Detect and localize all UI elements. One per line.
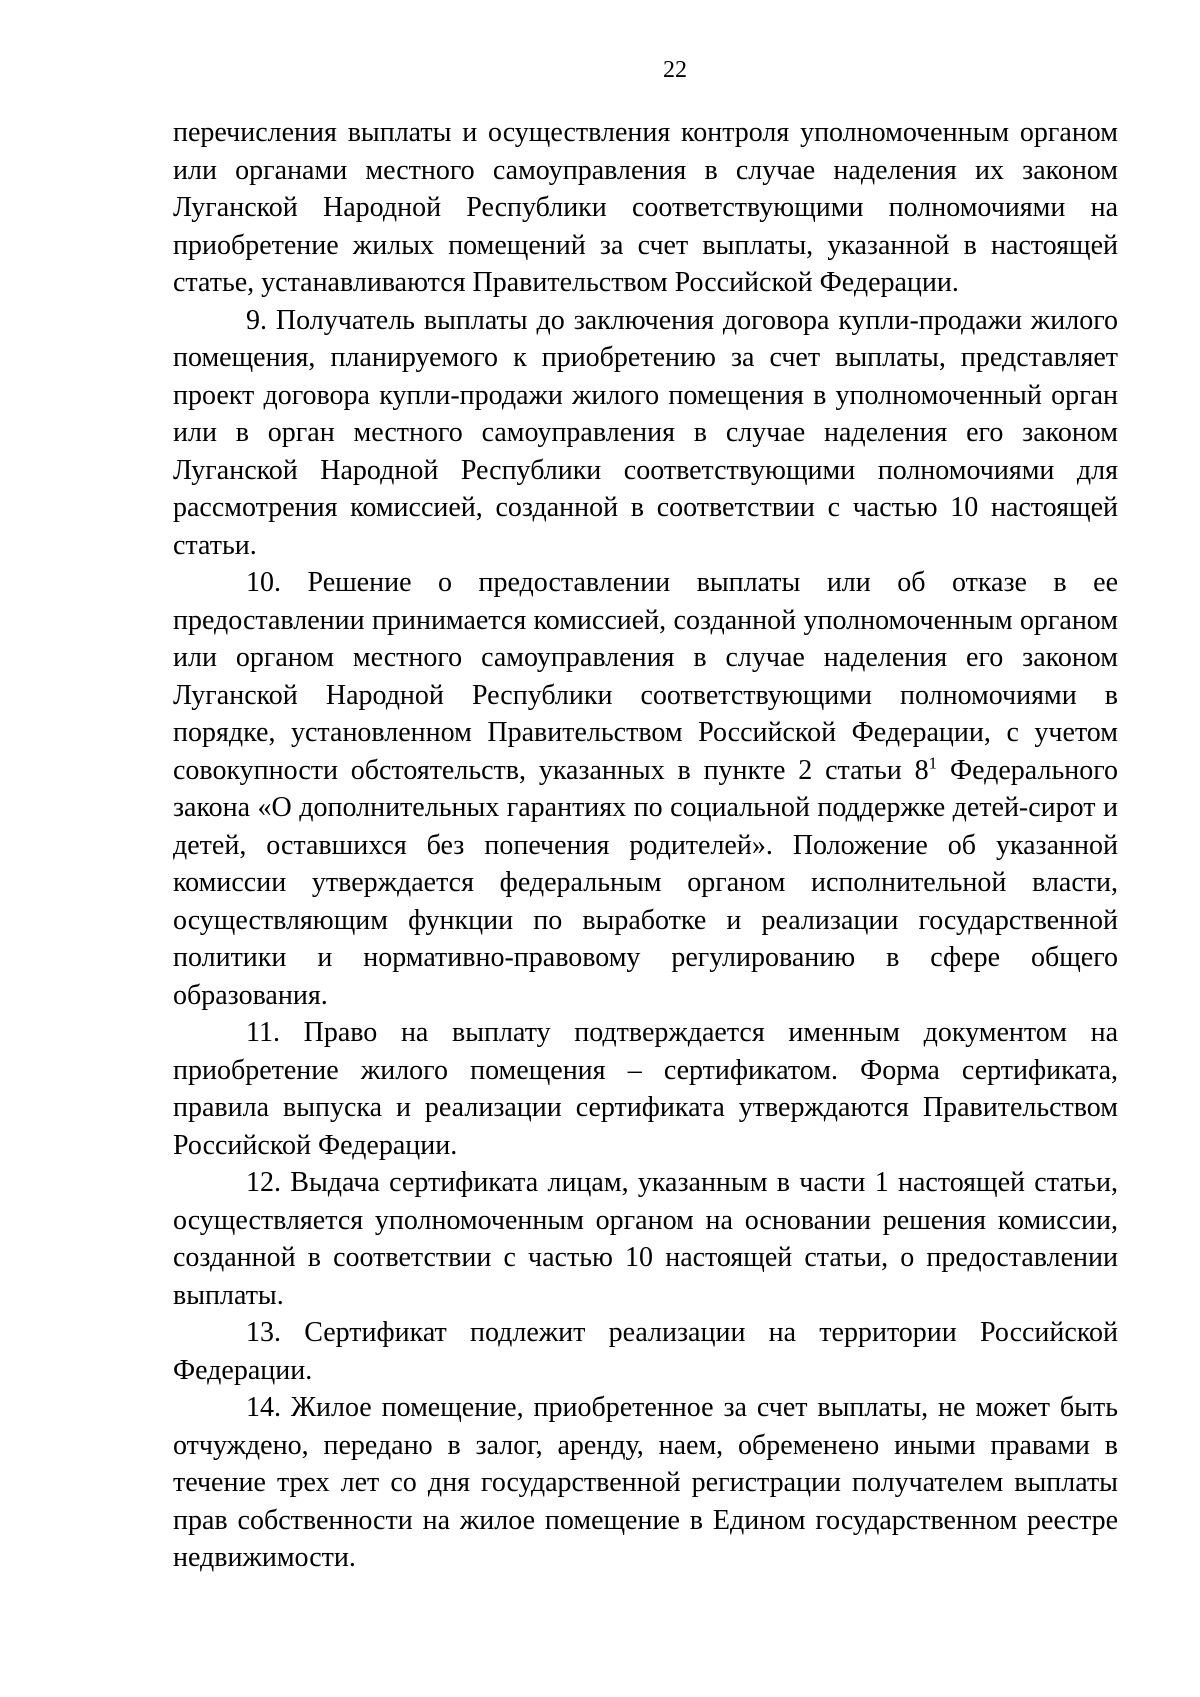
page-number: 22 <box>663 57 687 83</box>
paragraph-14: 14. Жилое помещение, приобретенное за счет выплаты, не может быть отчуждено, передано в залог, аренду, наем, обременено иными правами в течение трех лет со дня государственной регистрации получателем выплаты прав собственности на жилое помещение в Едином государственном реестре недвижимости. <box>173 1392 1118 1573</box>
paragraph-10-text-end: Федерального закона «О дополнительных гарантиях по социальной поддержке детей-сирот и детей, оставшихся без попечения родителей». Положение об указанной комиссии утверждается федеральным органом исполнительной власти, осуществляющим функции по выработке и реализации государственной политики и нормативно-правовому регулированию в сфере общего образования. <box>173 754 1118 1011</box>
paragraph-12: 12. Выдача сертификата лицам, указанным в части 1 настоящей статьи, осуществляется уполномоченным органом на основании решения комиссии, созданной в соответствии с частью 10 настоящей статьи, о предоставлении выплаты. <box>173 1167 1118 1311</box>
paragraph-continuation: перечисления выплаты и осуществления контроля уполномоченным органом или органами местного самоуправления в случае наделения их законом Луганской Народной Республики соответствующими полномочиями на приобретение жилых помещений за счет выплаты, указанной в настоящей статье, устанавливаются Правительством Российской Федерации. <box>173 117 1118 298</box>
paragraph-11: 11. Право на выплату подтверждается именным документом на приобретение жилого помещения – сертификатом. Форма сертификата, правила выпуска и реализации сертификата утверждаются Правительством Российской Федерации. <box>173 1017 1118 1161</box>
paragraph-10-text-start: 10. Решение о предоставлении выплаты или об отказе в ее предоставлении принимается комиссией, созданной уполномоченным органом или органом местного самоуправления в случае наделения его законом Луганской Народной Республики соответствующими полномочиями в порядке, установленном Правительством Российской Федерации, с учетом совокупности обстоятельств, указанных в пункте 2 статьи 8 <box>173 567 1118 786</box>
paragraph-10 <box>173 564 1118 1014</box>
document-body <box>173 114 1118 1577</box>
superscript-footnote: 1 <box>928 753 938 773</box>
paragraph-13: 13. Сертификат подлежит реализации на территории Российской Федерации. <box>173 1317 1118 1386</box>
paragraph-9: 9. Получатель выплаты до заключения договора купли-продажи жилого помещения, планируемого к приобретению за счет выплаты, представляет проект договора купли-продажи жилого помещения в уполномоченный орган или в орган местного самоуправления в случае наделения его законом Луганской Народной Республики соответствующими полномочиями для рассмотрения комиссией, созданной в соответствии с частью 10 настоящей статьи. <box>173 304 1118 561</box>
